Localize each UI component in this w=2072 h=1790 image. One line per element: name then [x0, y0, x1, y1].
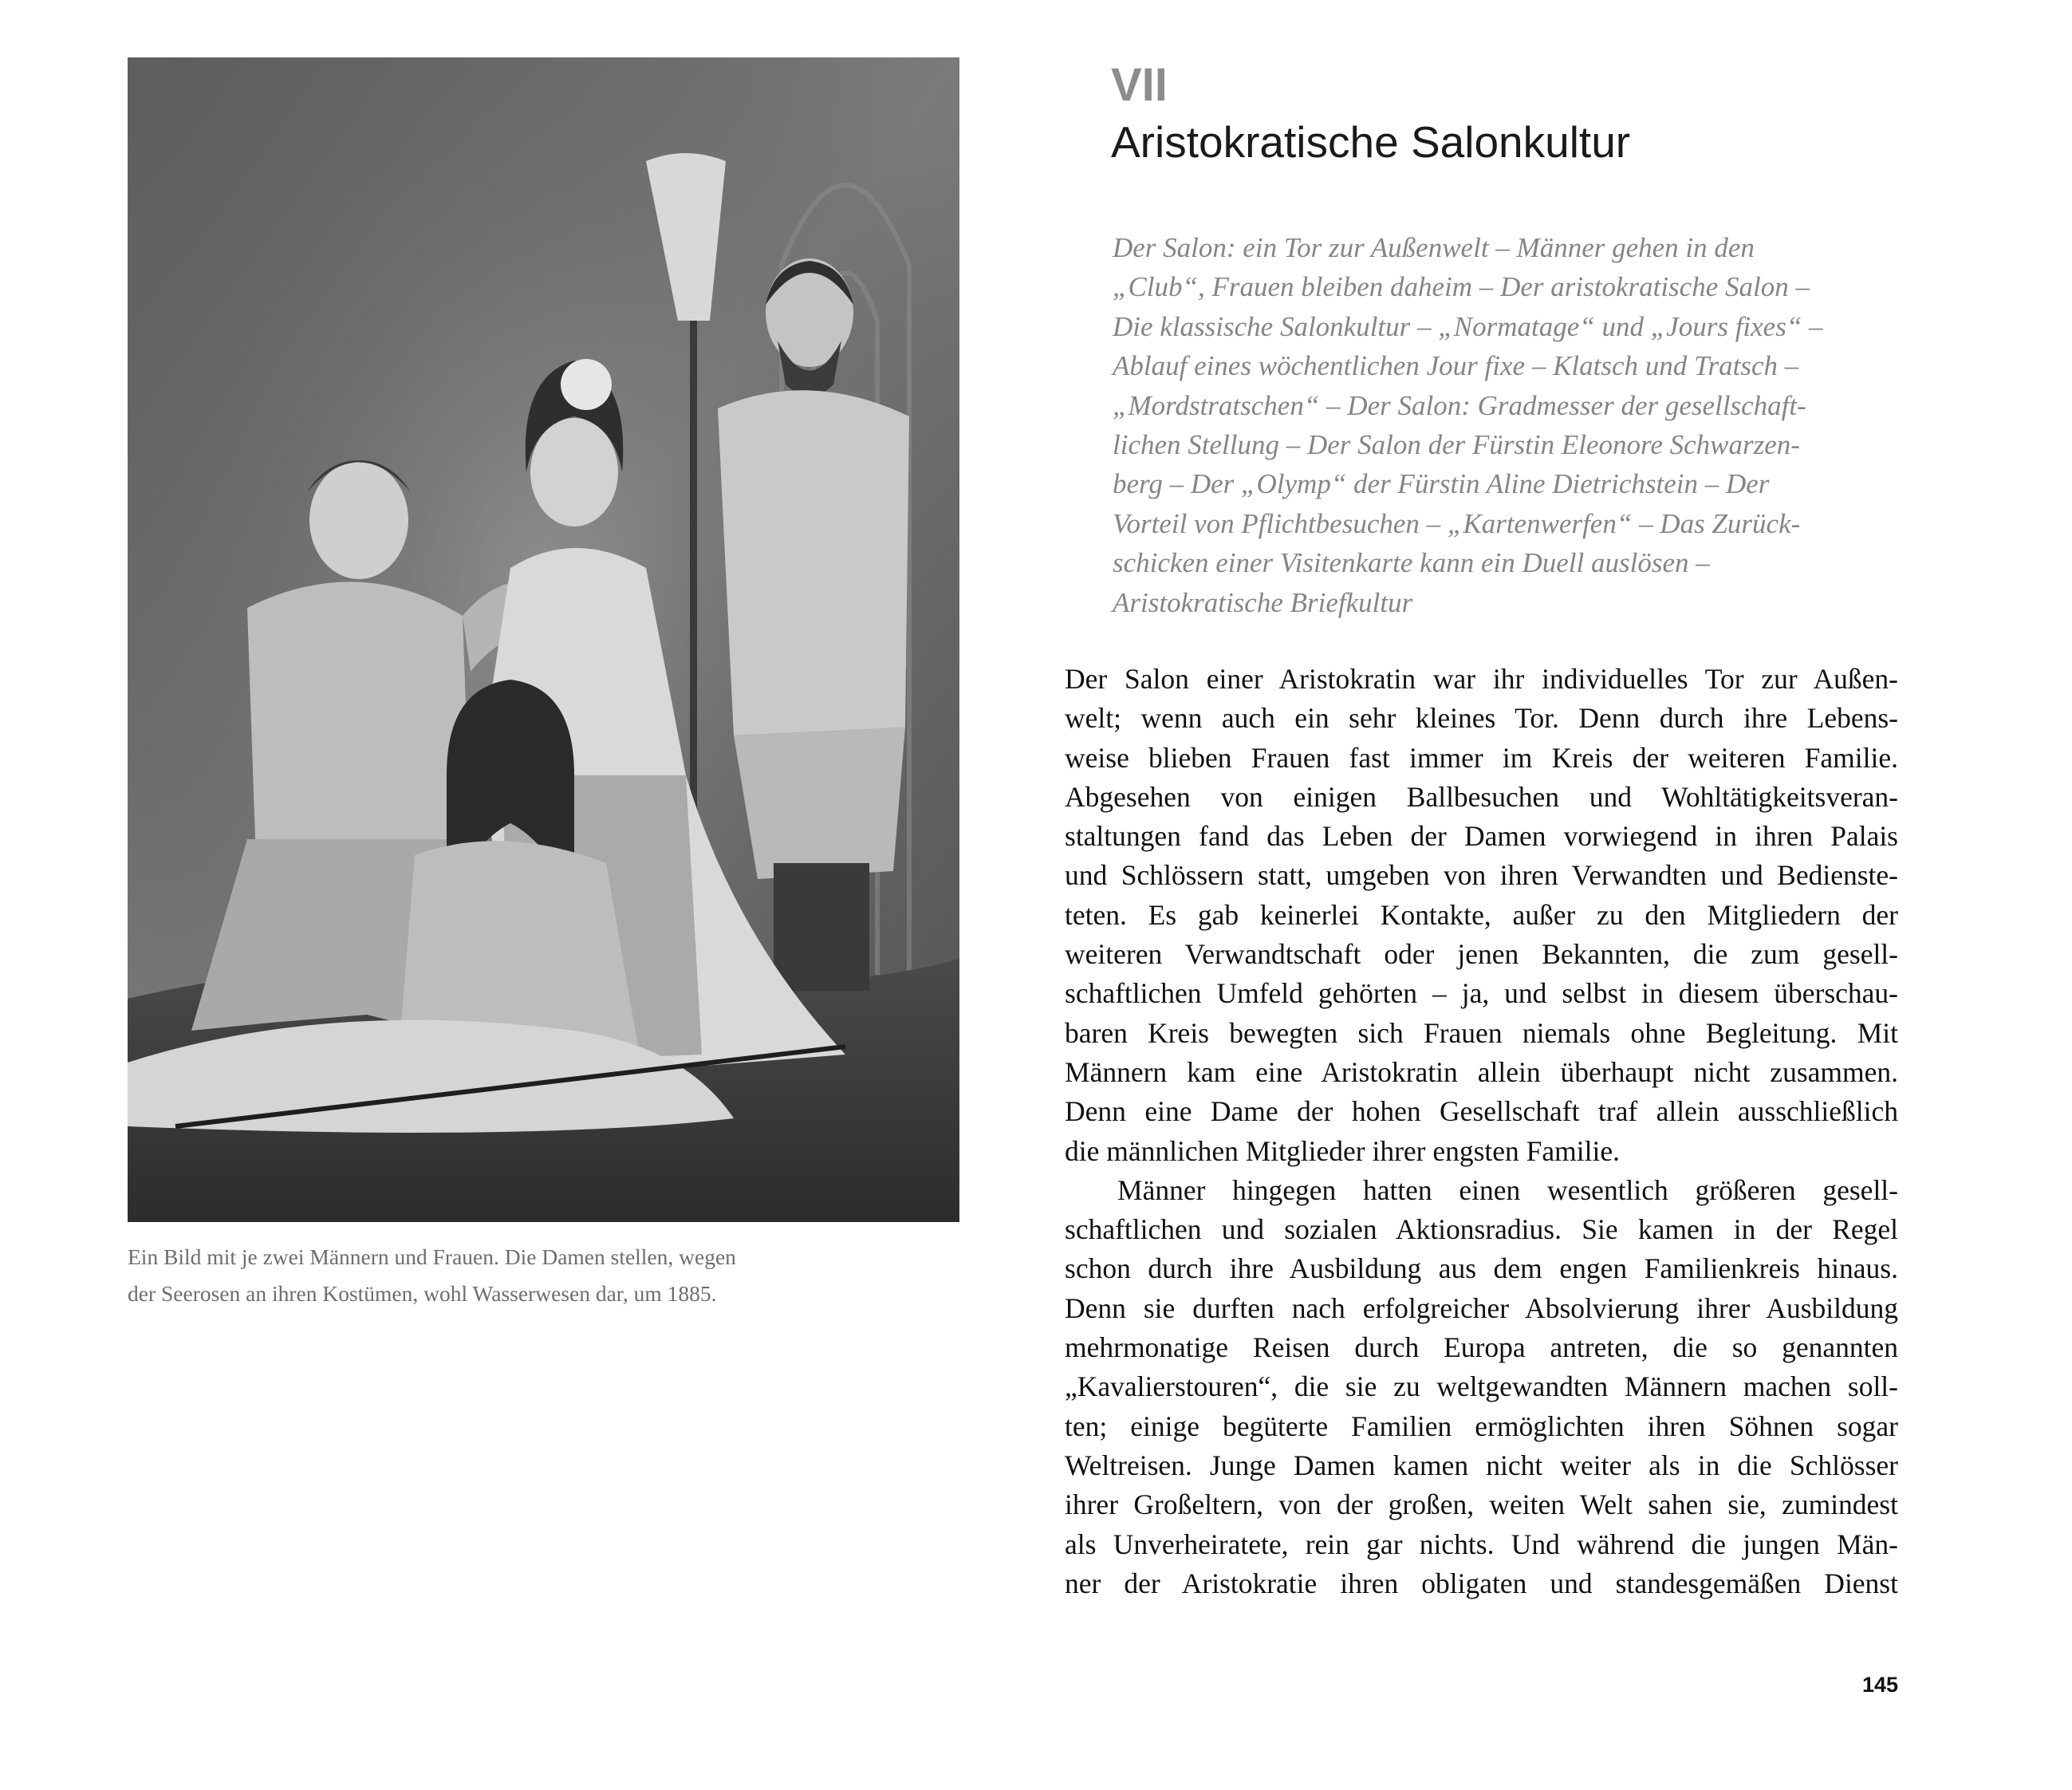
photograph-illustration — [128, 57, 959, 1222]
chapter-summary — [1113, 228, 1902, 622]
chapter-title: Aristokratische Salonkultur — [1111, 117, 1631, 167]
summary-line: Die klassische Salonkultur – „Normatage“ und „Jours fixes“ – — [1113, 310, 1823, 342]
body-line: und Schlössern statt, umgeben von ihren Verwandten und Bedienste- — [1065, 859, 1898, 892]
body-line: mehrmonatige Reisen durch Europa antreten, die so genannten — [1065, 1331, 1898, 1364]
summary-line: schicken einer Visitenkarte kann ein Duell auslösen – — [1113, 547, 1710, 579]
summary-line: Aristokratische Briefkultur — [1113, 586, 1413, 618]
body-line: teten. Es gab keinerlei Kontakte, außer zu den Mitgliedern der — [1065, 898, 1898, 931]
summary-line: Vorteil von Pflichtbesuchen – „Kartenwerfen“ – Das Zurück- — [1113, 507, 1801, 539]
summary-line: „Club“, Frauen bleiben daheim – Der aristokratische Salon – — [1113, 271, 1810, 303]
body-line: staltungen fand das Leben der Damen vorwiegend in ihren Palais — [1065, 820, 1898, 853]
summary-line: lichen Stellung – Der Salon der Fürstin Eleonore Schwarzen- — [1113, 429, 1800, 461]
summary-line: Ablauf eines wöchentlichen Jour fixe – Klatsch und Tratsch – — [1113, 350, 1799, 382]
body-line: die männlichen Mitglieder ihrer engsten Familie. — [1065, 1134, 1620, 1167]
caption-line: Ein Bild mit je zwei Männern und Frauen. Die Damen stellen, wegen — [128, 1244, 736, 1269]
body-line: Abgesehen von einigen Ballbesuchen und Wohltätigkeitsveran- — [1065, 780, 1898, 813]
body-line: welt; wenn auch ein sehr kleines Tor. Denn durch ihre Lebens- — [1065, 702, 1898, 735]
summary-line: Der Salon: ein Tor zur Außenwelt – Männer gehen in den — [1113, 232, 1755, 263]
body-line: als Unverheiratete, rein gar nichts. Und während die jungen Män- — [1065, 1528, 1898, 1560]
body-line: Denn sie durften nach erfolgreicher Absolvierung ihrer Ausbildung — [1065, 1291, 1898, 1324]
body-line: schaftlichen und sozialen Aktionsradius. Sie kamen in der Regel — [1065, 1213, 1898, 1246]
body-line: Weltreisen. Junge Damen kamen nicht weiter als in die Schlösser — [1065, 1449, 1898, 1481]
body-line: „Kavalierstouren“, die sie zu weltgewandten Männern machen soll- — [1065, 1370, 1898, 1403]
summary-line: berg – Der „Olymp“ der Fürstin Aline Dietrichstein – Der — [1113, 468, 1770, 500]
body-line: Der Salon einer Aristokratin war ihr individuelles Tor zur Außen- — [1065, 663, 1898, 695]
page-number: 145 — [1861, 1673, 1898, 1697]
body-line: ten; einige begüterte Familien ermöglichten ihren Söhnen sogar — [1065, 1410, 1898, 1442]
body-line: weiteren Verwandtschaft oder jenen Bekannten, die zum gesell- — [1065, 938, 1898, 971]
body-line: ihrer Großeltern, von der großen, weiten Welt sahen sie, zumindest — [1065, 1488, 1898, 1521]
body-line: Männer hingegen hatten einen wesentlich größeren gesell- — [1117, 1173, 1898, 1206]
summary-line: „Mordstratschen“ – Der Salon: Gradmesser der gesellschaft- — [1113, 389, 1806, 421]
body-line: Männern kam eine Aristokratin allein überhaupt nicht zusammen. — [1065, 1055, 1898, 1088]
body-line: baren Kreis bewegten sich Frauen niemals ohne Begleitung. Mit — [1065, 1016, 1898, 1049]
figure-caption — [128, 1239, 959, 1312]
body-line: weise blieben Frauen fast immer im Kreis der weiteren Familie. — [1065, 741, 1898, 774]
caption-line: der Seerosen an ihren Kostümen, wohl Wasserwesen dar, um 1885. — [128, 1281, 717, 1306]
historical-photograph — [128, 57, 959, 1222]
body-line: schon durch ihre Ausbildung aus dem engen Familienkreis hinaus. — [1065, 1252, 1898, 1285]
body-line: Denn eine Dame der hohen Gesellschaft traf allein ausschließlich — [1065, 1095, 1898, 1128]
body-line: schaftlichen Umfeld gehörten – ja, und selbst in diesem überschau- — [1065, 977, 1898, 1010]
chapter-number: VII — [1111, 59, 1168, 111]
body-text — [1065, 660, 1898, 1603]
body-line: ner der Aristokratie ihren obligaten und standesgemäßen Dienst — [1065, 1567, 1898, 1599]
